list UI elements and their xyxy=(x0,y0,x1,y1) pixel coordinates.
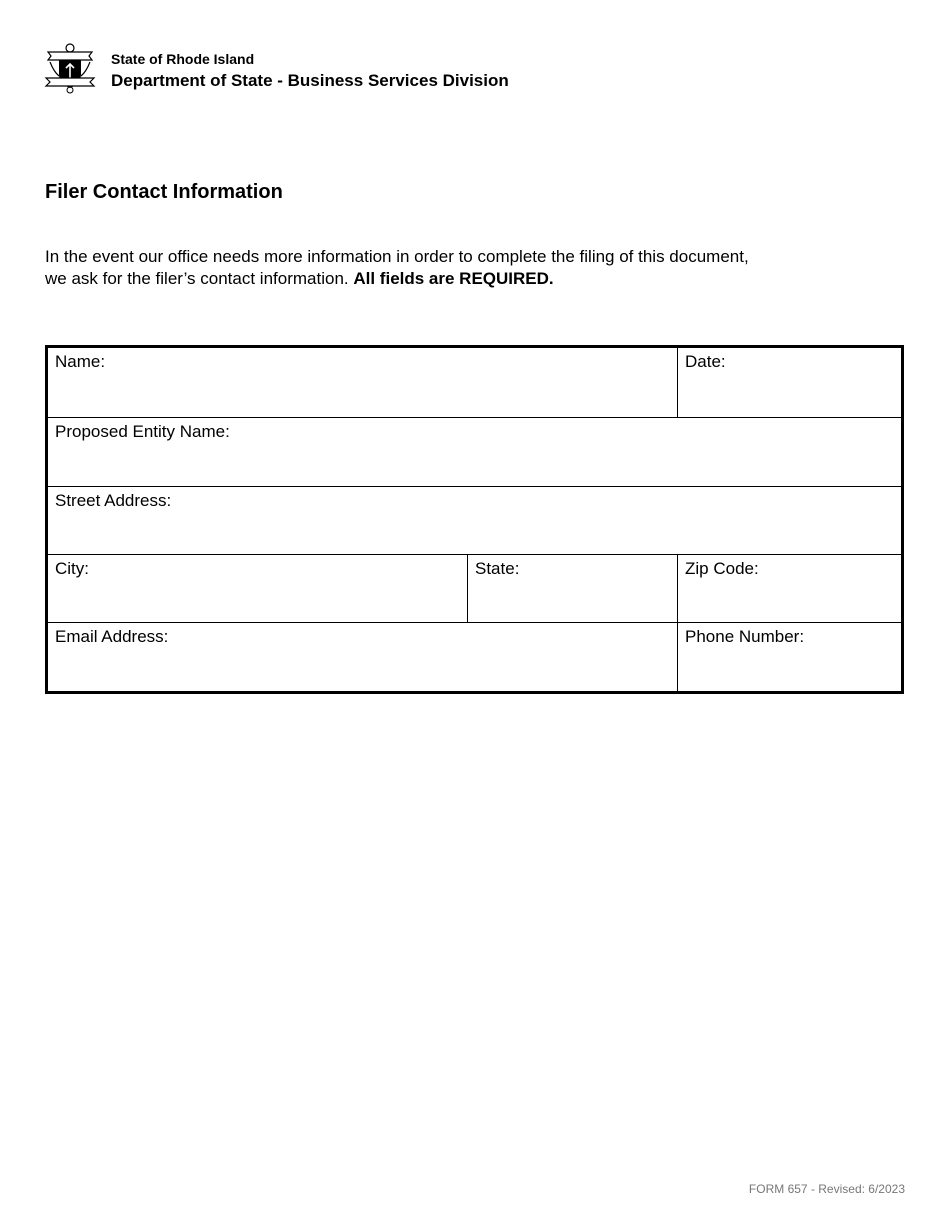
state-label: State: xyxy=(475,559,520,578)
filer-contact-form xyxy=(45,345,904,694)
zip-code-label: Zip Code: xyxy=(685,559,759,578)
required-notice: All fields are REQUIRED. xyxy=(353,269,554,288)
page-title: Filer Contact Information xyxy=(45,181,283,203)
intro-line-1: In the event our office needs more information in order to complete the filing of this document, xyxy=(45,247,749,266)
intro-line-2: we ask for the filer’s contact information. xyxy=(45,269,349,288)
intro-paragraph xyxy=(45,246,865,290)
city-label: City: xyxy=(55,559,89,578)
entity-name-field[interactable] xyxy=(48,418,901,486)
name-field[interactable] xyxy=(48,348,677,417)
street-address-field[interactable] xyxy=(48,487,901,554)
email-address-label: Email Address: xyxy=(55,627,169,646)
header-state-name: State of Rhode Island xyxy=(111,51,255,67)
entity-name-label: Proposed Entity Name: xyxy=(55,422,230,441)
date-label: Date: xyxy=(685,352,726,371)
phone-number-field[interactable] xyxy=(678,623,901,691)
city-field[interactable] xyxy=(48,555,467,622)
state-field[interactable] xyxy=(468,555,677,622)
zip-code-field[interactable] xyxy=(678,555,901,622)
form-revision-footer: FORM 657 - Revised: 6/2023 xyxy=(748,1182,905,1196)
date-field[interactable] xyxy=(678,348,901,417)
street-address-label: Street Address: xyxy=(55,491,172,510)
email-address-field[interactable] xyxy=(48,623,677,691)
header-department-name: Department of State - Business Services Division xyxy=(111,71,509,90)
phone-number-label: Phone Number: xyxy=(685,627,805,646)
name-label: Name: xyxy=(55,352,106,371)
state-seal-logo xyxy=(44,42,96,94)
